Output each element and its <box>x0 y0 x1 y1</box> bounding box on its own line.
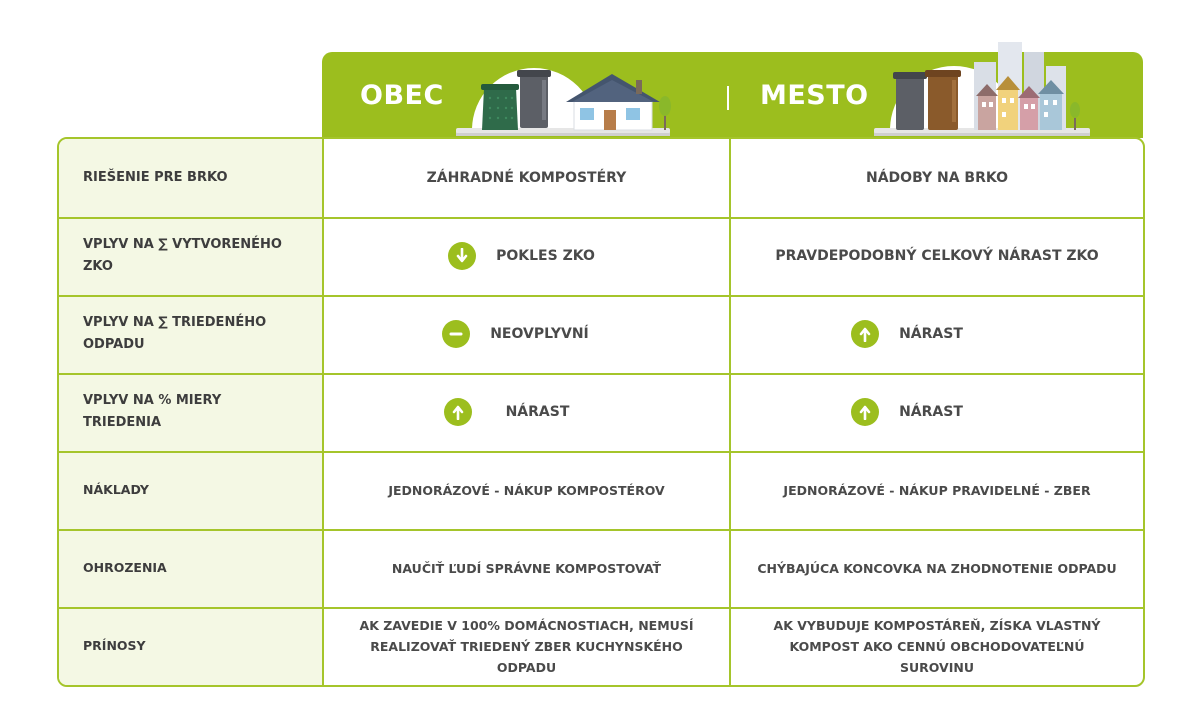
mesto-title: MESTO <box>760 80 869 111</box>
table-row <box>59 373 1143 451</box>
table-row <box>59 529 1143 607</box>
cell-text: AK VYBUDUJE KOMPOSTÁREŇ, ZÍSKA VLASTNÝ KOMPOST AKO CENNÚ OBCHODOVATEĽNÚ SUROVINU <box>773 617 1101 675</box>
cell-text: ZÁHRADNÉ KOMPOSTÉRY <box>426 169 627 186</box>
cell-text: NÁRAST <box>899 403 963 420</box>
row-label: VPLYV NA % MIERY TRIEDENIA <box>83 393 222 430</box>
cell-text: NEOVPLYVNÍ <box>490 325 589 342</box>
cell-text: JEDNORÁZOVÉ - NÁKUP PRAVIDELNÉ - ZBER <box>783 482 1091 498</box>
arrow-up-icon <box>851 398 879 426</box>
obec-cell <box>324 607 729 685</box>
row-label: RIEŠENIE PRE BRKO <box>83 170 228 185</box>
obec-title: OBEC <box>360 80 444 111</box>
arrow-up-icon <box>444 398 472 426</box>
obec-cell <box>324 217 729 295</box>
mesto-cell <box>731 529 1143 607</box>
mesto-cell <box>731 451 1143 529</box>
table-header <box>322 52 1143 138</box>
obec-cell <box>324 139 729 217</box>
village-illustration-icon <box>454 60 674 138</box>
mesto-cell <box>731 373 1143 451</box>
table-row <box>59 139 1143 217</box>
minus-icon <box>442 320 470 348</box>
mesto-cell <box>731 295 1143 373</box>
cell-text: NAUČIŤ ĽUDÍ SPRÁVNE KOMPOSTOVAŤ <box>391 560 662 576</box>
cell-text: POKLES ZKO <box>496 247 595 264</box>
table-row <box>59 295 1143 373</box>
header-divider <box>727 86 729 110</box>
cell-text: NÁRAST <box>899 325 963 342</box>
obec-cell <box>324 529 729 607</box>
obec-cell <box>324 451 729 529</box>
table-row <box>59 451 1143 529</box>
arrow-down-icon <box>448 242 476 270</box>
mesto-cell <box>731 139 1143 217</box>
cell-text: NÁRAST <box>505 403 570 420</box>
cell-text: AK ZAVEDIE V 100% DOMÁCNOSTIACH, NEMUSÍ REALIZOVAŤ TRIEDENÝ ZBER KUCHYNSKÉHO ODPADU <box>359 617 694 675</box>
table-row <box>59 607 1143 685</box>
row-label: VPLYV NA ∑ TRIEDENÉHO ODPADU <box>83 315 267 352</box>
arrow-up-icon <box>851 320 879 348</box>
row-label: NÁKLADY <box>83 482 149 497</box>
row-label: OHROZENIA <box>83 560 167 575</box>
row-label: VPLYV NA ∑ VYTVORENÉHO ZKO <box>83 237 282 274</box>
cell-text: CHÝBAJÚCA KONCOVKA NA ZHODNOTENIE ODPADU <box>757 560 1117 576</box>
cell-text: PRAVDEPODOBNÝ CELKOVÝ NÁRAST ZKO <box>775 247 1099 264</box>
obec-cell <box>324 295 729 373</box>
table-row <box>59 217 1143 295</box>
mesto-cell <box>731 217 1143 295</box>
comparison-table <box>57 137 1145 687</box>
cell-text: JEDNORÁZOVÉ - NÁKUP KOMPOSTÉROV <box>388 482 665 498</box>
obec-cell <box>324 373 729 451</box>
cell-text: NÁDOBY NA BRKO <box>866 169 1008 186</box>
row-label: PRÍNOSY <box>83 638 146 653</box>
mesto-cell <box>731 607 1143 685</box>
city-illustration-icon <box>874 38 1096 138</box>
